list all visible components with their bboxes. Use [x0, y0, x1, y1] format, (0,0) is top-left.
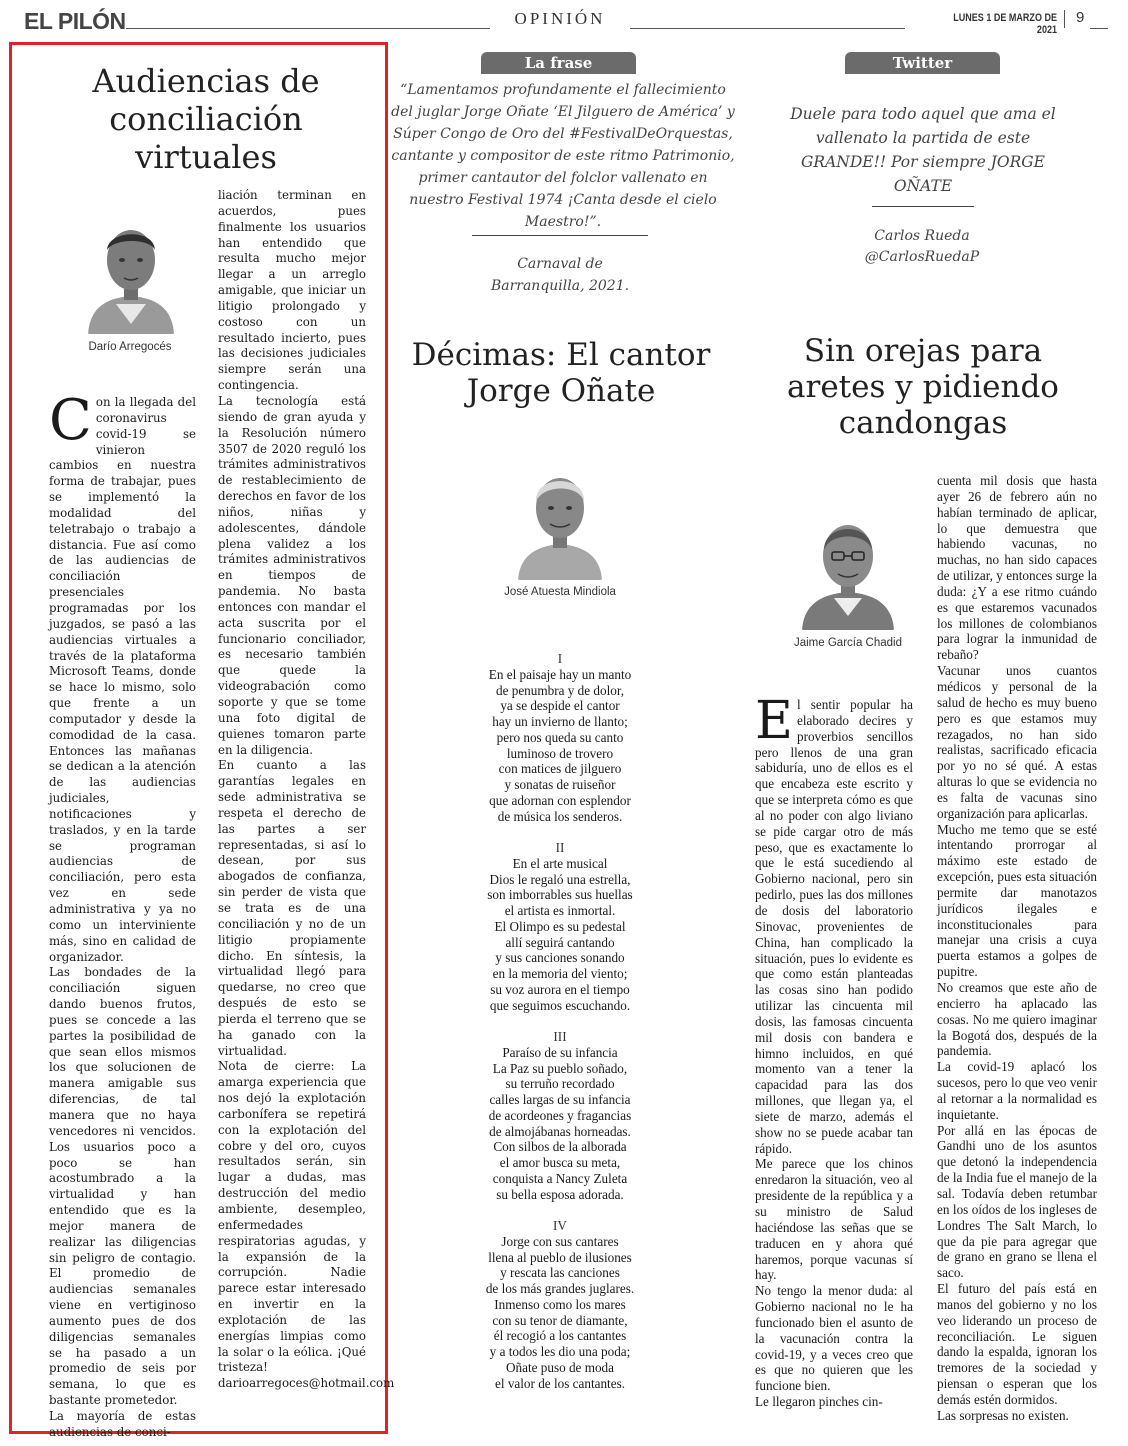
author-byline-dario: Darío Arregocés	[88, 341, 172, 353]
poem-stanza	[440, 1029, 680, 1202]
poem-line: Jorge con sus cantares	[501, 1233, 619, 1249]
article-title-sin-orejas: Sin orejas para aretes y pidiendo candongas	[787, 333, 1059, 441]
article-body-col1-left	[49, 388, 196, 1441]
section-name: OPINIÓN	[514, 9, 606, 28]
poem-line: de almojábanas horneadas.	[489, 1123, 631, 1139]
quote-divider	[472, 235, 648, 236]
article-paragraph: No creamos que este año de encierro ha aplacado las cosas. No me quiero imaginar la Bogotá dos, después de la pandemia.	[937, 980, 1097, 1059]
article-paragraph: El sentir popular ha elaborado decires y proverbios sencillos pero llenos de una gran sabiduría, uno de ellos es el que encabeza este escrito y que se interpreta cómo es que al no poder con algo liviano se pide cargar otro de más peso, que es exactamente lo que le está sucediendo al Gobierno nacional, pero sin pedirlo, pues las dos millones de dosis del laboratorio Sinovac, provenientes de China, han complicado la situación, pues lo evidente es que como están planteadas las cosas sino han podido utilizar las cincuenta mil dosis, las famosas cincuenta mil dosis con bandera e himno incluidos, en qué momento van a tener la capacidad para las dos millones, que llegan ya, el siete de marzo, además el show no se puede acabar tan rápido.	[755, 691, 913, 1156]
article-title-decimas: Décimas: El cantor Jorge Oñate	[411, 337, 711, 409]
poem-line: de penumbra y de dolor,	[495, 682, 624, 698]
article-body-col3-left	[755, 691, 913, 1410]
poem-line: y rescata las canciones	[500, 1265, 620, 1281]
article-paragraph: Las bondades de la conciliación siguen dando buenos frutos, pues se concede a las partes la posibilidad de que sean ellos mismos los que solucionen de manera amigable sus diferencias, de tal manera que no haya vencedores ni vencidos. Los usuarios poco a poco se han acostumbrado a la virtualidad y han entendido que es la mejor manera de realizar las diligencias sin peligro de contagio. El promedio de audiencias semanales viene en vertiginoso aumento pues de dos diligencias semanales se ha pasado a un promedio de seis por semana, lo que es bastante prometedor.	[49, 965, 196, 1408]
poem-line: en la memoria del viento;	[492, 966, 628, 981]
poem-line: Paraíso de su infancia	[502, 1044, 618, 1060]
poem-line: En el arte musical	[512, 855, 608, 871]
poem-line: calles largas de su infancia	[489, 1092, 631, 1107]
article-paragraph: cuenta mil dosis que hasta ayer 26 de febrero aún no habían terminado de aplicar, lo que demuestra que habiendo vacunas, no muchas, no han sido capaces de utilizar, y entonces surge la duda: ¿Y a ese ritmo cuándo es que estaremos vacunados los millones de colombianos para lograr la inmunidad de rebaño?	[937, 473, 1097, 663]
tweet-handle[interactable]: @CarlosRuedaP	[864, 249, 980, 265]
poem-line: él recogió a los cantantes	[493, 1328, 627, 1344]
article-paragraph: La mayoría de estas audiencias de conci-	[49, 1409, 196, 1439]
article-paragraph: La covid-19 aplacó los sucesos, pero lo que veo venir al retornar a la normalidad es inquietante.	[937, 1059, 1097, 1122]
article-body-col3-right	[937, 473, 1097, 1424]
poem-line: hay un invierno de llanto;	[492, 714, 628, 729]
poem-stanza	[440, 651, 680, 824]
stanza-numeral: II	[555, 840, 565, 855]
poem-line: su voz aurora en el tiempo	[490, 981, 630, 997]
twitter-header: Twitter	[845, 52, 1000, 74]
poem-line: Dios le regaló una estrella,	[489, 871, 631, 887]
page-number: 9	[1076, 9, 1085, 26]
poem-line: y sus canciones sonando	[495, 950, 625, 966]
article-paragraph: Las sorpresas no existen.	[937, 1407, 1069, 1423]
quote-attribution: Carnaval de Barranquilla, 2021.	[490, 256, 630, 294]
header-rule-left	[126, 28, 490, 29]
poem-line: son imborrables sus huellas	[487, 887, 633, 903]
poem-line: que seguimos escuchando.	[489, 997, 631, 1013]
tweet-divider	[872, 206, 974, 207]
poem-line: su terruño recordado	[505, 1076, 615, 1092]
poem-line: que adornan con esplendor	[489, 792, 631, 808]
poem-decimas	[440, 651, 680, 1391]
poem-line: y a todos les dio una poda;	[489, 1344, 631, 1359]
article-paragraph: Por allá en las épocas de Gandhi uno de los asuntos que detonó la independencia de la India fue el manejo de la sal. Todavía deben retumbar en los oídos de los ingleses de Londres The Salt March, lo que da pie para agregar que de grano en grano se llena el saco.	[937, 1122, 1097, 1281]
poem-line: ya se despide el cantor	[500, 698, 620, 714]
stanza-numeral: I	[557, 651, 563, 666]
stanza-numeral: III	[553, 1029, 567, 1044]
date-separator	[1064, 10, 1065, 28]
header-rule-end	[1090, 28, 1108, 29]
la-frase-header: La frase	[481, 52, 636, 74]
header-rule-right	[630, 28, 905, 29]
poem-line: llena al pueblo de ilusiones	[488, 1249, 632, 1265]
author-photo-dario	[86, 212, 176, 334]
featured-quote: “Lamentamos profundamente el fallecimiento del juglar Jorge Oñate ‘El Jilguero de América’ y Súper Congo de Oro del #FestivalDeOrquestas, cantante y compositor de este ritmo Patrimonio, primer cantautor del folclor vallenato en nuestro Festival 1974 ¡Canta desde el cielo Maestro!”.	[391, 82, 735, 230]
poem-line: Oñate puso de moda	[505, 1359, 615, 1375]
poem-line: Con silbos de la alborada	[493, 1139, 627, 1155]
article-paragraph: No tengo la menor duda: al Gobierno nacional no le ha funcionado bien el asunto de la vacunación contra la covid-19, y a veces creo que es que no quieren que les funcione bien.	[755, 1283, 913, 1394]
author-photo-jaime	[800, 508, 896, 630]
poem-line: de los más grandes juglares.	[485, 1281, 635, 1296]
poem-line: el artista es inmortal.	[504, 903, 616, 918]
tweet-author: Carlos Rueda	[874, 228, 970, 244]
poem-line: Inmenso como los mares	[494, 1296, 626, 1312]
author-photo-jose	[516, 462, 604, 580]
article-paragraph: El futuro del país está en manos del gobierno y no los veo liderando un proceso de reconciliación. Le siguen dando la espalda, ignoran los tremores de la sociedad y piensan o esperan que los demás estén dormidos.	[937, 1281, 1097, 1407]
poem-line: y sonatas de ruiseñor	[504, 777, 616, 792]
stanza-numeral: IV	[553, 1218, 567, 1233]
poem-line: luminoso de trovero	[506, 745, 614, 761]
article-body-col1-right	[218, 188, 395, 1392]
article-paragraph: liación terminan en acuerdos, pues finalmente los usuarios han entendido que resulta mucho mejor llegar a un arreglo amigable, que iniciar un litigio prolongado y costoso con un resultado incierto, pues las decisiones judiciales siempre serán una contingencia.	[218, 188, 366, 393]
poem-line: En el paisaje hay un manto	[488, 666, 632, 682]
article-paragraph: Con la llegada del coronavirus covid-19 se vinieron cambios en nuestra forma de trabajar, pues se implementó la modalidad del teletrabajo o trabajo a distancia. Fue así como de las audiencias de conciliación presenciales programadas por los juzgados, se pasó a las audiencias virtuales a través de la plataforma Microsoft Teams, donde se hace lo mismo, solo que frente a un computador y desde la comodidad de la casa. Entonces las mañanas se dedican a la atención de las audiencias judiciales, notificaciones y traslados, y en la tarde se programan audiencias de conciliación, pero esta vez en sede administrativa y ya no como un interviniente más, sino en calidad de organizador.	[49, 388, 196, 964]
poem-line: pero nos queda su canto	[496, 729, 624, 745]
article-paragraph: Nota de cierre: La amarga experiencia que nos dejó la explotación carbonífera se repetirá con la explotación del cobre y del oro, cuyos resultados serán, sin lugar a dudas, mas destrucción del medio ambiente, desempleo, enfermedades respiratorias agudas, y la expansión de la corrupción. Nadie parece estar interesado en invertir en la explotación de las energías limpias como la solar o la eólica. ¡Qué tristeza! darioarregoces@hotmail.com	[218, 1059, 395, 1391]
poem-line: el valor de los cantantes.	[495, 1375, 625, 1391]
article-paragraph: Le llegaron pinches cin-	[755, 1394, 883, 1410]
poem-line: conquista a Nancy Zuleta	[492, 1170, 628, 1186]
author-byline-jose: José Atuesta Mindiola	[504, 586, 616, 598]
poem-line: el amor busca su meta,	[499, 1155, 621, 1170]
poem-line: su bella esposa adorada.	[496, 1186, 624, 1202]
poem-stanza	[440, 1218, 680, 1391]
poem-line: de acordeones y fragancias	[488, 1107, 632, 1123]
dropcap: E	[755, 691, 793, 751]
poem-stanza	[440, 840, 680, 1013]
article-paragraph: Vacunar unos cuantos médicos y personal de la salud de hecho es muy bueno pero es que estamos muy rezagados, no han sido realistas, sacrificado eficacia por yo no sé qué. A estas alturas lo que se evidencia no es falta de vacunas sino organización para aplicarlas.	[937, 663, 1097, 821]
article-title-conciliacion: Audiencias de conciliación virtuales	[92, 62, 320, 176]
newspaper-logo[interactable]: EL PILÓN	[24, 8, 126, 34]
article-paragraph: Mucho me temo que se esté intentando prorrogar al máximo este estado de excepción, pues esta situación permite dar manotazos jurídicos ilegales e inconstitucionales para manejar una crisis a cuya puerta estamos a golpes de pupitre.	[937, 821, 1097, 980]
author-byline-jaime: Jaime García Chadid	[793, 637, 903, 649]
article-paragraph: Me parece que los chinos enredaron la situación, veo al presidente de la república y a su ministro de Salud haciéndose las señas que se traducen en y ahora qué haremos, porque vacunas sí hay.	[755, 1156, 913, 1283]
dropcap: C	[49, 388, 92, 453]
poem-line: El Olimpo es su pedestal	[494, 918, 626, 934]
article-paragraph: La tecnología está siendo de gran ayuda y la Resolución número 3507 de 2020 reguló los trámites administrativos de restablecimiento de derechos en favor de los niños, niñas y adolescentes, dándole plena validez a los trámites administrativos en tiempos de pandemia. No basta entonces con mandar el acta suscrita por el funcionario conciliador, es necesario también que quede la videograbación como soporte y que se tome una foto digital de quienes tomaron parte en la diligencia.	[218, 393, 366, 757]
article-paragraph: En cuanto a las garantías legales en sede administrativa se respeta el derecho de las partes a ser representadas, si así lo desean, por sus abogados de confianza, sin perder de vista que se trata es de una conciliación y no de un litigio propiamente dicho. En síntesis, la virtualidad llegó para quedarse, no creo que después de esto se pierda el terreno que se ha ganado con la virtualidad.	[218, 758, 366, 1058]
featured-tweet: Duele para todo aquel que ama el vallenato la partida de este GRANDE!! Por siempre JORGE OÑATE	[790, 105, 1056, 195]
masthead	[0, 0, 1128, 36]
poem-line: de música los senderos.	[497, 808, 623, 824]
issue-date: LUNES 1 DE MARZO DE 2021	[953, 12, 1057, 36]
poem-line: allí seguirá cantando	[505, 934, 615, 950]
poem-line: con su tenor de diamante,	[492, 1312, 628, 1328]
poem-line: La Paz su pueblo soñado,	[492, 1060, 628, 1076]
poem-line: con matices de jilguero	[498, 761, 622, 777]
